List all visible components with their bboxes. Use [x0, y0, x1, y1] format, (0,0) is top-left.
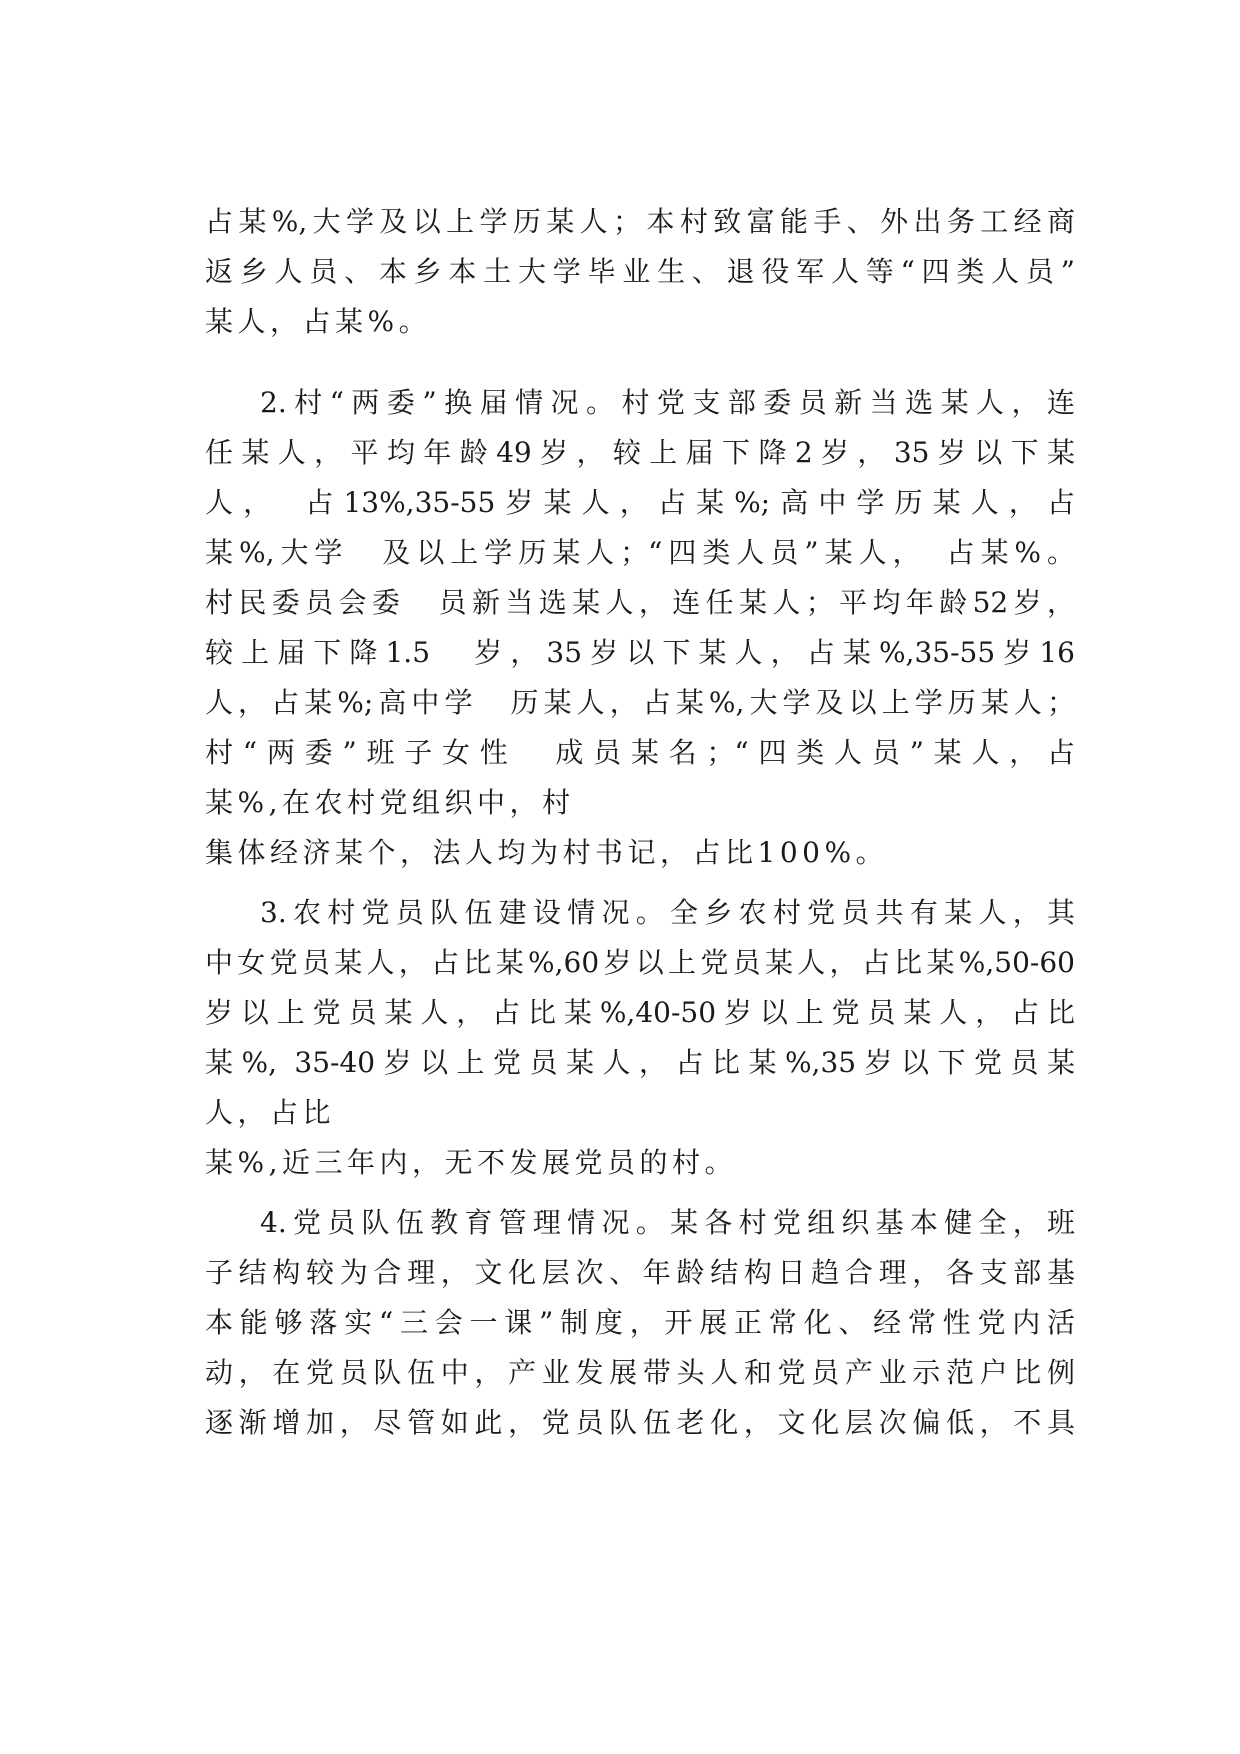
text-line: 某%, 35-40岁以上党员某人，占比某%,35岁以下党员某 — [205, 1046, 1075, 1079]
paragraph-start-line: 3.农村党员队伍建设情况。全乡农村党员共有某人，其 — [260, 896, 1075, 929]
text-line: 村“两委”班子女性 成员某名；“四类人员”某人，占 — [205, 736, 1075, 769]
text-line: 岁以上党员某人，占比某%,40-50岁以上党员某人，占比 — [205, 996, 1075, 1029]
text-line: 本能够落实“三会一课”制度，开展正常化、经常性党内活 — [205, 1306, 1075, 1339]
text-line: 集体经济某个，法人均为村书记，占比100%。 — [205, 836, 889, 869]
text-line: 某%,在农村党组织中，村 — [205, 786, 575, 819]
text-line: 人， 占13%,35-55岁某人，占某%;高中学历某人，占 — [205, 486, 1075, 519]
paragraph-start-line: 2.村“两委”换届情况。村党支部委员新当选某人，连 — [260, 386, 1075, 419]
text-line: 返乡人员、本乡本土大学毕业生、退役军人等“四类人员” — [205, 255, 1075, 288]
text-line: 任某人，平均年龄49岁，较上届下降2岁，35岁以下某 — [205, 436, 1075, 469]
text-line: 人，占比 — [205, 1096, 336, 1129]
text-line: 某%,大学 及以上学历某人；“四类人员”某人， 占某%。 — [205, 536, 1075, 569]
text-line: 动，在党员队伍中，产业发展带头人和党员产业示范户比例 — [205, 1356, 1075, 1389]
text-line: 逐渐增加，尽管如此，党员队伍老化，文化层次偏低，不具 — [205, 1406, 1075, 1439]
text-line: 子结构较为合理，文化层次、年龄结构日趋合理，各支部基 — [205, 1256, 1075, 1289]
text-line: 占某%,大学及以上学历某人；本村致富能手、外出务工经商 — [205, 205, 1075, 238]
paragraph-start-line: 4.党员队伍教育管理情况。某各村党组织基本健全，班 — [260, 1206, 1075, 1239]
text-line: 村民委员会委 员新当选某人，连任某人；平均年龄52岁， — [205, 586, 1075, 619]
text-line: 中女党员某人，占比某%,60岁以上党员某人，占比某%,50-60 — [205, 946, 1075, 979]
text-line: 某人，占某%。 — [205, 305, 432, 338]
text-line: 较上届下降1.5 岁，35岁以下某人，占某%,35-55岁16 — [205, 636, 1075, 669]
text-line: 人，占某%;高中学 历某人，占某%,大学及以上学历某人； — [205, 686, 1075, 719]
text-line: 某%,近三年内，无不发展党员的村。 — [205, 1146, 738, 1179]
